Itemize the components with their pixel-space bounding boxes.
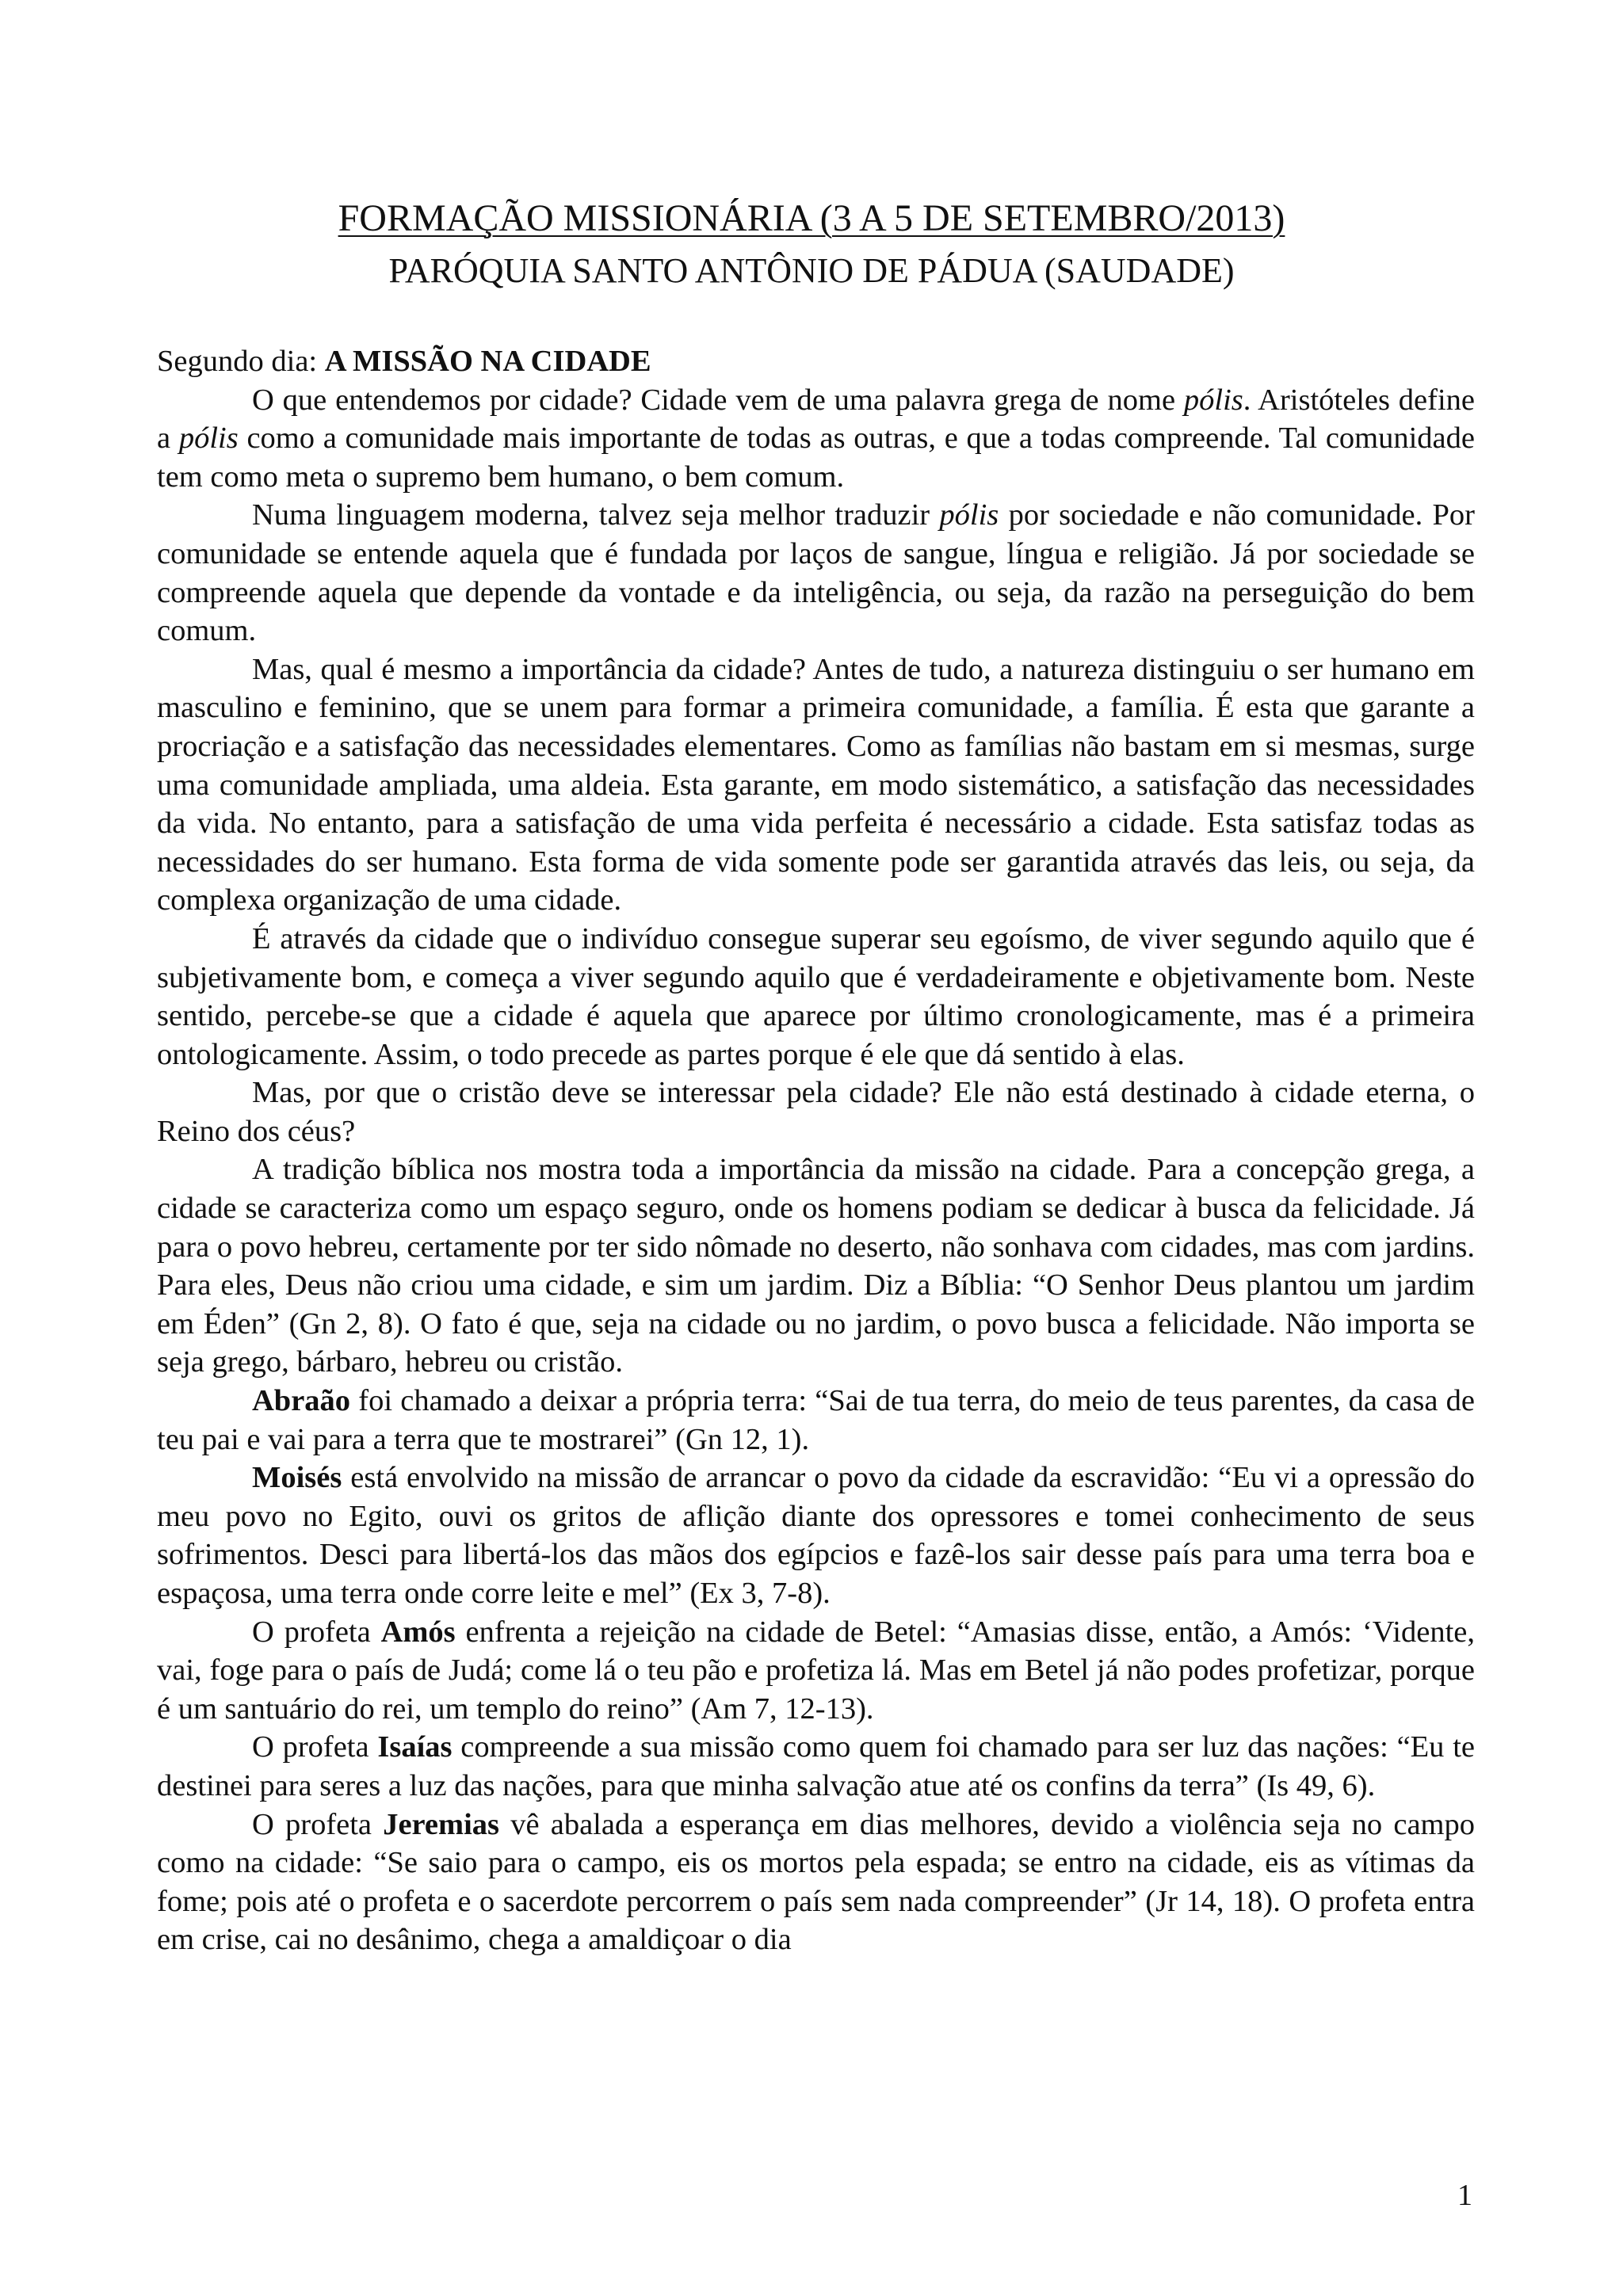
paragraph-7-text: foi chamado a deixar a própria terra: “Sai de tua terra, do meio de teus parentes, da casa de teu pai e vai para a terra que te mostrarei” (Gn 12, 1). [157, 1384, 1475, 1456]
paragraph-11 [157, 1806, 1475, 1959]
section-prefix: Segundo dia: [157, 345, 325, 378]
paragraph-2-text-a: Numa linguagem moderna, talvez seja melhor traduzir [252, 498, 940, 532]
paragraph-5: Mas, por que o cristão deve se interessar pela cidade? Ele não está destinado à cidade eterna, o Reino dos céus? [157, 1076, 1475, 1148]
paragraph-10-name: Isaías [377, 1730, 453, 1764]
paragraph-10-text: compreende a sua missão como quem foi chamado para ser luz das nações: “Eu te destinei para seres a luz das nações, para que minha salvação atue até os confins da terra” (Is 49, 6). [157, 1730, 1475, 1802]
paragraph-1-italic-polis-2: pólis [178, 421, 239, 456]
paragraph-11-pre: O profeta [252, 1807, 384, 1841]
paragraph-2-italic-polis: pólis [939, 498, 999, 532]
paragraph-1-text-c: como a comunidade mais importante de todas as outras, e que a todas compreende. Tal comunidade tem como meta o supremo bem humano, o bem comum. [157, 421, 1475, 494]
paragraph-2-text-b: por sociedade e não comunidade. Por comunidade se entende aquela que é fundada por laços de sangue, língua e religião. Já por sociedade se compreende aquela que depende da vontade e da inteligência, ou seja, da razão na perseguição do bem comum. [157, 498, 1476, 648]
paragraph-9 [157, 1613, 1475, 1729]
paragraph-1-italic-polis-1: pólis [1183, 383, 1243, 417]
paragraph-1-text-a: O que entendemos por cidade? Cidade vem de uma palavra grega de nome [252, 383, 1184, 417]
paragraph-9-name: Amós [380, 1615, 456, 1649]
document-title-text: FORMAÇÃO MISSIONÁRIA (3 A 5 DE SETEMBRO/2013) [338, 197, 1285, 239]
paragraph-3: Mas, qual é mesmo a importância da cidade? Antes de tudo, a natureza distinguiu o ser humano em masculino e feminino, que se unem para formar a primeira comunidade, a família. É esta que garante a procriação e a satisfação das necessidades elementares. Como as famílias não bastam em si mesmas, surge uma comunidade ampliada, uma aldeia. Esta garante, em modo sistemático, a satisfação das necessidades da vida. No entanto, para a satisfação de uma vida perfeita é necessário a cidade. Esta satisfaz todas as necessidades do ser humano. Esta forma de vida somente pode ser garantida através das leis, ou seja, da complexa organização de uma cidade. [157, 652, 1475, 917]
paragraph-8 [157, 1459, 1475, 1612]
section-title: A MISSÃO NA CIDADE [324, 345, 651, 378]
paragraph-7 [157, 1382, 1475, 1459]
section-heading [157, 342, 1475, 381]
paragraph-10 [157, 1728, 1475, 1805]
paragraph-11-text: vê abalada a esperança em dias melhores, devido a violência seja no campo como na cidade: “Se saio para o campo, eis os mortos pela espada; se entro na cidade, eis as vítimas da fome; pois até o profeta e o sacerdote percorrem o país sem nada compreender” (Jr 14, 18). O profeta entra em crise, cai no desânimo, chega a amaldiçoar o dia [157, 1807, 1475, 1957]
document-title [0, 195, 1623, 242]
paragraph-2 [157, 496, 1475, 650]
paragraph-9-text: enfrenta a rejeição na cidade de Betel: “Amasias disse, então, a Amós: ‘Vidente, vai, foge para o país de Judá; come lá o teu pão e profetiza lá. Mas em Betel já não podes profetizar, porque é um santuário do rei, um templo do reino” (Am 7, 12-13). [157, 1615, 1475, 1726]
paragraph-4: É através da cidade que o indivíduo consegue superar seu egoísmo, de viver segundo aquilo que é subjetivamente bom, e começa a viver segundo aquilo que é verdadeiramente e objetivamente bom. Neste sentido, percebe-se que a cidade é aquela que aparece por último cronologicamente, mas é a primeira ontologicamente. Assim, o todo precede as partes porque é ele que dá sentido à elas. [157, 921, 1475, 1071]
document-body [157, 342, 1475, 1959]
paragraph-1 [157, 381, 1475, 497]
paragraph-11-name: Jeremias [383, 1807, 500, 1841]
paragraph-8-name: Moisés [252, 1461, 342, 1495]
paragraph-9-pre: O profeta [252, 1615, 381, 1649]
page-number: 1 [1457, 2179, 1472, 2212]
paragraph-6: A tradição bíblica nos mostra toda a importância da missão na cidade. Para a concepção grega, a cidade se caracteriza como um espaço seguro, onde os homens podiam se dedicar à busca da felicidade. Já para o povo hebreu, certamente por ter sido nômade no deserto, não sonhava com cidades, mas com jardins. Para eles, Deus não criou uma cidade, e sim um jardim. Diz a Bíblia: “O Senhor Deus plantou um jardim em Éden” (Gn 2, 8). O fato é que, seja na cidade ou no jardim, o povo busca a felicidade. Não importa se seja grego, bárbaro, hebreu ou cristão. [157, 1153, 1475, 1379]
paragraph-7-name: Abraão [252, 1384, 351, 1418]
paragraph-1-text-b: . Aristóteles define a [157, 383, 1476, 456]
paragraph-10-pre: O profeta [252, 1730, 378, 1764]
paragraph-8-text: está envolvido na missão de arrancar o povo da cidade da escravidão: “Eu vi a opressão do meu povo no Egito, ouvi os gritos de aflição diante dos opressores e tomei conhecimento de seus sofrimentos. Desci para libertá-los das mãos dos egípcios e fazê-los sair desse país para uma terra boa e espaçosa, uma terra onde corre leite e mel” (Ex 3, 7-8). [157, 1461, 1475, 1610]
document-subtitle: PARÓQUIA SANTO ANTÔNIO DE PÁDUA (SAUDADE) [388, 251, 1235, 290]
